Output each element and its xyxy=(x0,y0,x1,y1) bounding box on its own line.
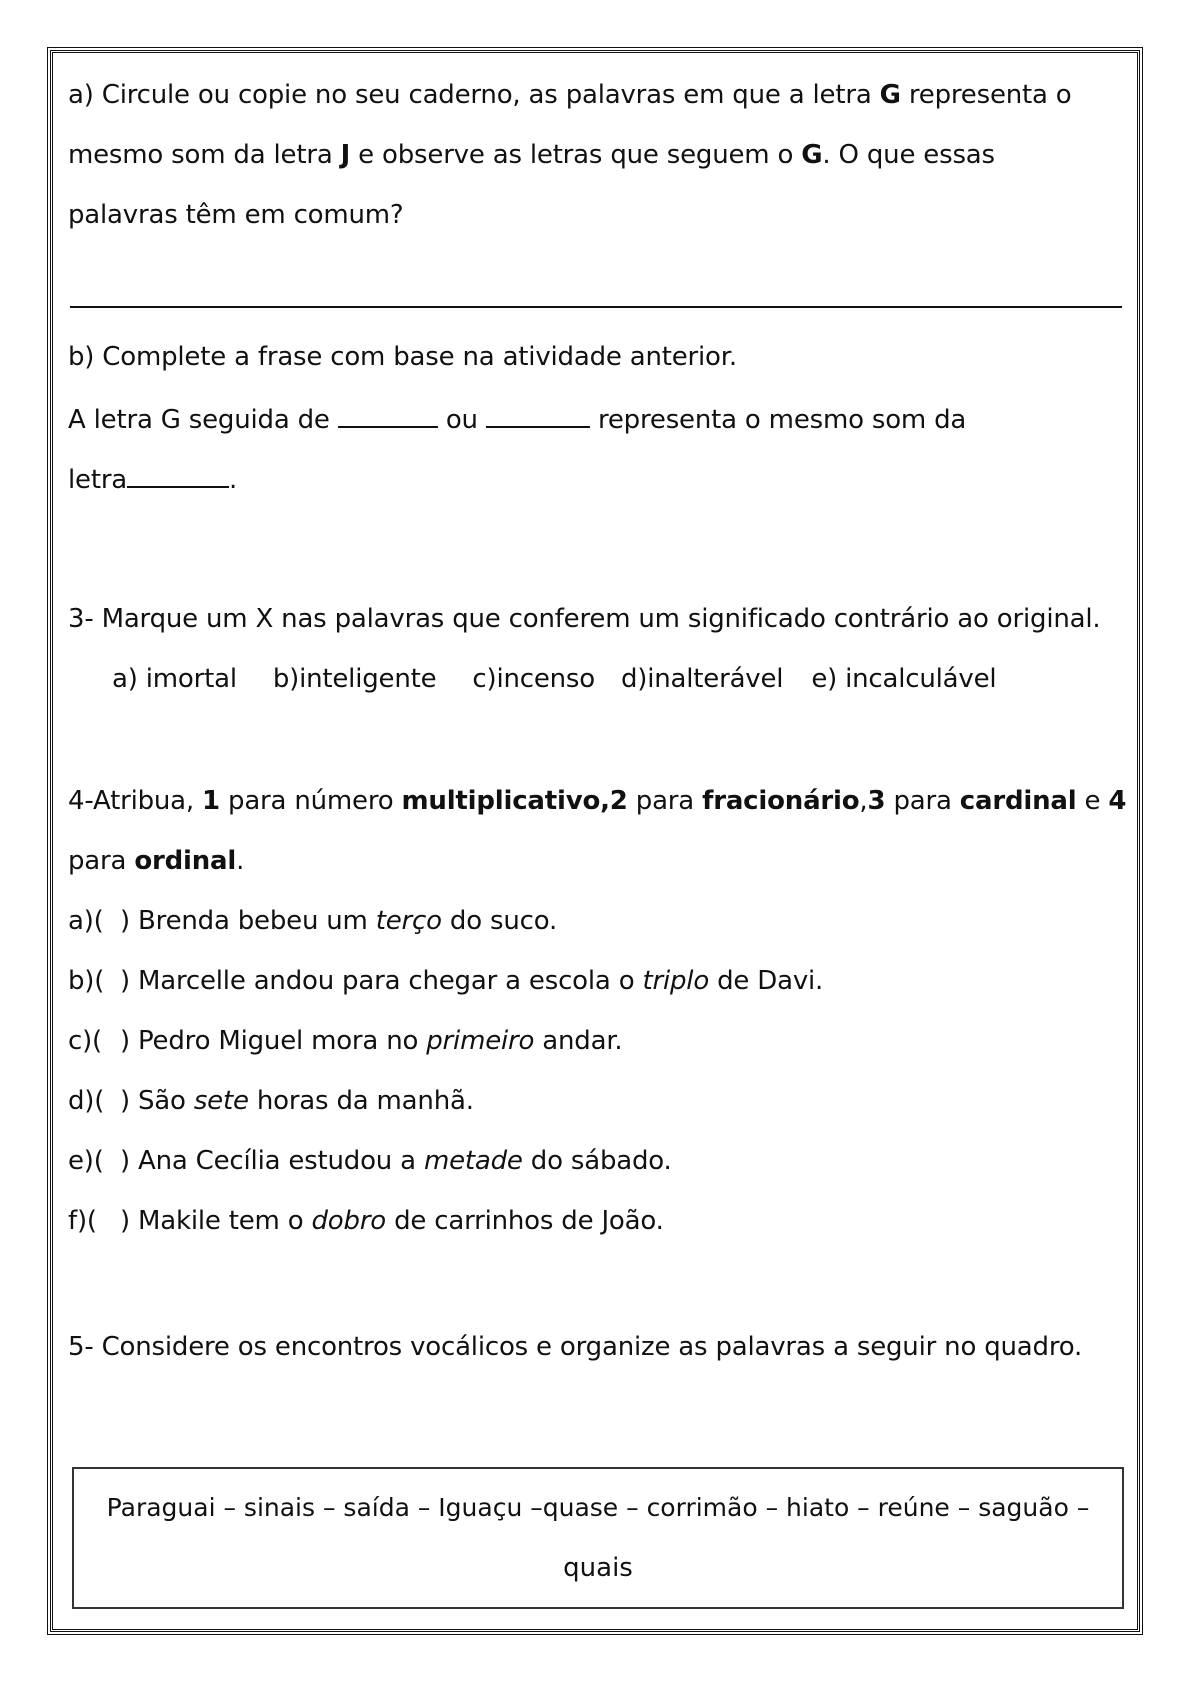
q3-options xyxy=(112,662,996,696)
page-border xyxy=(47,47,1143,1635)
word-list-line-1: Paraguai – sinais – saída – Iguaçu –quase – corrimão – hiato – reúne – saguão – xyxy=(106,1493,1090,1522)
q4-item-d-box[interactable]: d)( xyxy=(68,1086,105,1116)
q4-item-e: e)( ) Ana Cecília estudou a metade do sábado. xyxy=(68,1146,672,1176)
q4-item-f: f)( ) Makile tem o dobro de carrinhos de João. xyxy=(68,1206,664,1236)
q4-prompt-line-2: para ordinal. xyxy=(68,846,245,876)
word-list-line-2: quais xyxy=(563,1553,633,1583)
q4-item-c-box[interactable]: c)( xyxy=(68,1026,102,1056)
q2b-line-3: letra . xyxy=(68,460,237,497)
q4-item-c: c)( ) Pedro Miguel mora no primeiro andar. xyxy=(68,1026,623,1056)
q4-item-a-box[interactable]: a)( xyxy=(68,906,104,936)
word-box xyxy=(72,1467,1124,1609)
q4-item-a: a)( ) Brenda bebeu um terço do suco. xyxy=(68,906,558,936)
q4-item-f-box[interactable]: f)( xyxy=(68,1206,97,1236)
blank-3[interactable] xyxy=(127,460,229,488)
q2a-line-1: a) Circule ou copie no seu caderno, as palavras em que a letra G representa o xyxy=(68,80,1072,110)
blank-2[interactable] xyxy=(486,400,590,428)
q3-option-a[interactable]: a) imortal xyxy=(112,664,237,694)
q4-item-b-box[interactable]: b)( xyxy=(68,966,105,996)
q2b-line-1: b) Complete a frase com base na atividade anterior. xyxy=(68,342,737,372)
q2a-line-2: mesmo som da letra J e observe as letras que seguem o G. O que essas xyxy=(68,140,995,170)
answer-line[interactable] xyxy=(70,306,1122,308)
q2a-line-3: palavras têm em comum? xyxy=(68,200,404,230)
q2b-line-2: A letra G seguida de ou representa o mesmo som da xyxy=(68,400,966,437)
q4-item-e-box[interactable]: e)( xyxy=(68,1146,104,1176)
q4-prompt-line-1: 4-Atribua, 1 para número multiplicativo,2 para fracionário,3 para cardinal e 4 xyxy=(68,786,1127,816)
q3-option-e[interactable]: e) incalculável xyxy=(811,664,997,694)
q4-item-b: b)( ) Marcelle andou para chegar a escola o triplo de Davi. xyxy=(68,966,824,996)
q3-option-d[interactable]: d)inalterável xyxy=(620,664,784,694)
q3-option-c[interactable]: c)incenso xyxy=(472,664,595,694)
q3-prompt: 3- Marque um X nas palavras que conferem um significado contrário ao original. xyxy=(68,604,1101,634)
q4-item-d: d)( ) São sete horas da manhã. xyxy=(68,1086,474,1116)
q3-option-b[interactable]: b)inteligente xyxy=(272,664,437,694)
q5-prompt: 5- Considere os encontros vocálicos e organize as palavras a seguir no quadro. xyxy=(68,1332,1083,1362)
blank-1[interactable] xyxy=(338,400,438,428)
